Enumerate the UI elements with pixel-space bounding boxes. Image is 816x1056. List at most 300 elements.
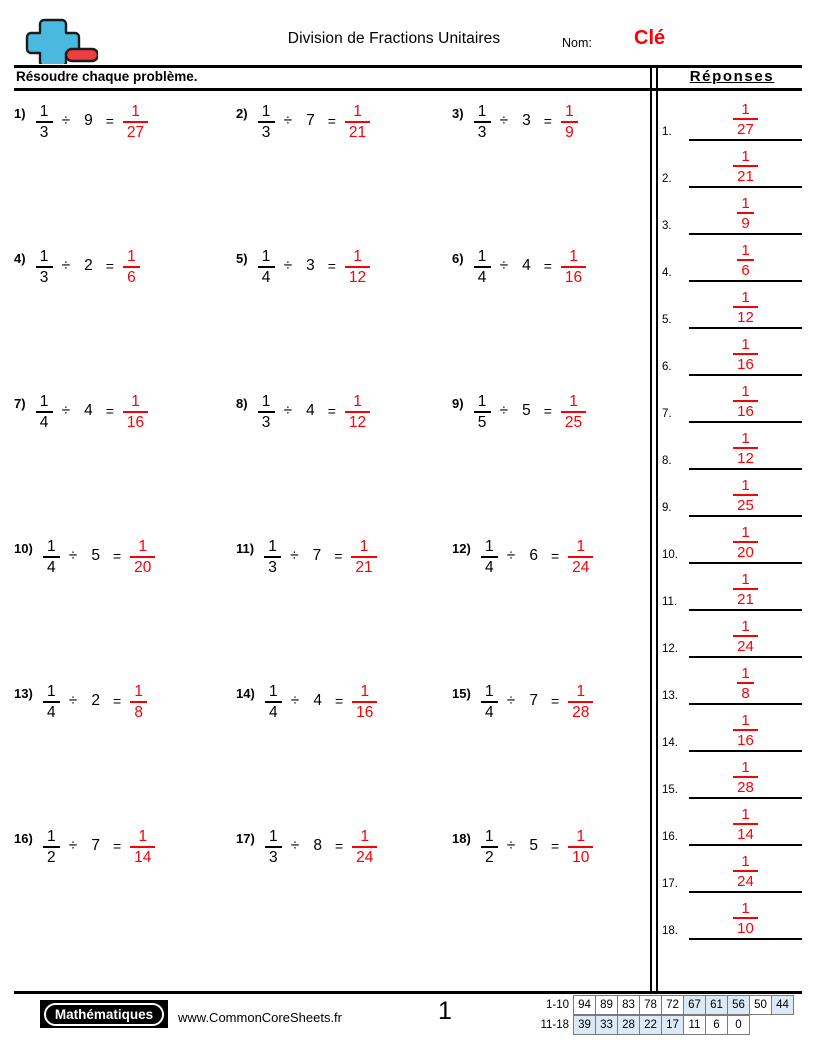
divisor-value: 3 bbox=[522, 112, 531, 129]
answer-fraction bbox=[345, 104, 370, 140]
name-value: Clé bbox=[634, 27, 666, 49]
fraction-numerator: 1 bbox=[576, 828, 586, 845]
fraction-numerator: 1 bbox=[565, 103, 574, 120]
fraction-numerator: 1 bbox=[741, 477, 750, 494]
answer-fraction bbox=[733, 149, 758, 184]
site-url: www.CommonCoreSheets.fr bbox=[178, 1010, 342, 1025]
fraction-numerator: 1 bbox=[138, 828, 148, 845]
fraction-numerator: 1 bbox=[741, 242, 750, 259]
fraction-denominator: 4 bbox=[39, 413, 49, 431]
footer-divider bbox=[14, 991, 802, 994]
answer-value bbox=[689, 384, 802, 419]
answer-value bbox=[689, 431, 802, 466]
fraction-numerator: 1 bbox=[477, 393, 487, 410]
fraction-numerator: 1 bbox=[360, 828, 370, 845]
worksheet-footer bbox=[14, 995, 802, 1045]
answer-number: 6. bbox=[662, 360, 672, 373]
fraction-numerator: 1 bbox=[741, 383, 750, 400]
fraction bbox=[258, 394, 275, 430]
fraction-denominator: 12 bbox=[737, 309, 754, 326]
answer-row-17 bbox=[662, 846, 802, 893]
fraction-denominator: 24 bbox=[737, 638, 754, 655]
division-operator: ÷ bbox=[283, 257, 293, 274]
answer-number: 16. bbox=[662, 830, 678, 843]
fraction bbox=[474, 249, 491, 285]
answer-value bbox=[689, 243, 802, 278]
fraction bbox=[258, 249, 275, 285]
answer-value bbox=[689, 854, 802, 889]
score-cell: 56 bbox=[727, 995, 750, 1015]
fraction-numerator: 1 bbox=[741, 289, 750, 306]
fraction bbox=[265, 829, 282, 865]
fraction bbox=[481, 539, 498, 575]
division-operator: ÷ bbox=[290, 692, 300, 709]
answer-value bbox=[689, 478, 802, 513]
divisor-value: 2 bbox=[91, 692, 100, 709]
fraction-denominator: 21 bbox=[348, 123, 367, 141]
answer-number: 3. bbox=[662, 219, 672, 232]
problem-number: 3) bbox=[452, 105, 464, 121]
problem-2 bbox=[236, 96, 372, 148]
score-cell: 61 bbox=[705, 995, 728, 1015]
answer-row-8 bbox=[662, 423, 802, 470]
score-cell: 44 bbox=[771, 995, 794, 1015]
fraction-numerator: 1 bbox=[127, 248, 136, 265]
problem-number: 2) bbox=[236, 105, 248, 121]
fraction-numerator: 1 bbox=[39, 248, 49, 265]
answer-number: 9. bbox=[662, 501, 672, 514]
answer-value bbox=[689, 619, 802, 654]
divisor-value: 4 bbox=[306, 402, 315, 419]
fraction-denominator: 4 bbox=[261, 268, 271, 286]
score-cell: 0 bbox=[727, 1015, 750, 1035]
fraction-denominator: 20 bbox=[737, 544, 754, 561]
problem-15 bbox=[452, 676, 595, 728]
fraction bbox=[258, 104, 275, 140]
problem-grid bbox=[14, 96, 644, 976]
answer-value bbox=[689, 807, 802, 842]
equals-sign: = bbox=[334, 838, 344, 854]
division-operator: ÷ bbox=[68, 837, 78, 854]
problem-13 bbox=[14, 676, 149, 728]
fraction bbox=[36, 249, 53, 285]
answer-number: 12. bbox=[662, 642, 678, 655]
answer-row-5 bbox=[662, 282, 802, 329]
score-range-label: 11-18 bbox=[540, 1019, 569, 1031]
answer-number: 11. bbox=[662, 595, 678, 608]
fraction-denominator: 4 bbox=[477, 268, 487, 286]
answer-fraction bbox=[123, 249, 140, 285]
answer-number: 10. bbox=[662, 548, 678, 561]
problem-12 bbox=[452, 531, 595, 583]
fraction-denominator: 3 bbox=[261, 413, 271, 431]
answer-number: 18. bbox=[662, 924, 678, 937]
fraction-denominator: 28 bbox=[737, 779, 754, 796]
fraction-denominator: 4 bbox=[484, 558, 494, 576]
answer-row-4 bbox=[662, 235, 802, 282]
answer-fraction bbox=[561, 394, 586, 430]
division-operator: ÷ bbox=[506, 837, 516, 854]
answer-row-9 bbox=[662, 470, 802, 517]
problem-number: 9) bbox=[452, 395, 464, 411]
divisor-value: 6 bbox=[529, 547, 538, 564]
fraction-numerator: 1 bbox=[741, 900, 750, 917]
equals-sign: = bbox=[543, 258, 552, 274]
answer-value bbox=[689, 713, 802, 748]
answer-number: 8. bbox=[662, 454, 672, 467]
problem-row bbox=[14, 386, 644, 531]
fraction-numerator: 1 bbox=[131, 393, 140, 410]
fraction-numerator: 1 bbox=[46, 538, 56, 555]
fraction bbox=[474, 394, 491, 430]
fraction bbox=[36, 104, 53, 140]
problem-10 bbox=[14, 531, 157, 583]
equals-sign: = bbox=[334, 548, 343, 564]
division-operator: ÷ bbox=[283, 402, 293, 419]
fraction-numerator: 1 bbox=[268, 683, 278, 700]
fraction-denominator: 8 bbox=[741, 685, 750, 702]
fraction bbox=[43, 829, 60, 865]
answer-value bbox=[689, 196, 802, 231]
division-operator: ÷ bbox=[506, 692, 516, 709]
score-range-label: 1-10 bbox=[545, 999, 569, 1011]
problem-number: 10) bbox=[14, 540, 33, 556]
fraction-numerator: 1 bbox=[268, 538, 277, 555]
answer-row-15 bbox=[662, 752, 802, 799]
fraction bbox=[43, 539, 60, 575]
plus-minus-logo-icon bbox=[18, 18, 98, 64]
answer-fraction bbox=[561, 249, 586, 285]
problem-5 bbox=[236, 241, 372, 293]
score-cell: 94 bbox=[573, 995, 596, 1015]
fraction-denominator: 27 bbox=[737, 121, 754, 138]
fraction-denominator: 10 bbox=[737, 920, 754, 937]
problem-3 bbox=[452, 96, 580, 148]
divisor-value: 7 bbox=[91, 837, 100, 854]
answer-row-14 bbox=[662, 705, 802, 752]
fraction-numerator: 1 bbox=[359, 538, 369, 555]
answer-fraction bbox=[733, 525, 758, 560]
fraction-denominator: 16 bbox=[126, 413, 145, 431]
fraction-denominator: 6 bbox=[127, 268, 136, 286]
score-cell: 28 bbox=[617, 1015, 640, 1035]
score-cell: 22 bbox=[639, 1015, 662, 1035]
fraction-denominator: 10 bbox=[572, 848, 590, 866]
fraction-numerator: 1 bbox=[477, 248, 487, 265]
fraction-denominator: 2 bbox=[46, 848, 56, 866]
fraction-denominator: 12 bbox=[348, 413, 367, 431]
problem-number: 4) bbox=[14, 250, 26, 266]
answer-row-6 bbox=[662, 329, 802, 376]
fraction-numerator: 1 bbox=[39, 103, 49, 120]
divisor-value: 4 bbox=[313, 692, 322, 709]
divisor-value: 5 bbox=[529, 837, 538, 854]
fraction bbox=[264, 539, 281, 575]
score-row-1 bbox=[530, 995, 794, 1015]
division-operator: ÷ bbox=[499, 402, 509, 419]
problem-number: 15) bbox=[452, 685, 471, 701]
fraction-denominator: 3 bbox=[477, 123, 487, 141]
answer-fraction bbox=[733, 901, 758, 936]
answer-fraction bbox=[733, 337, 758, 372]
answer-row-1 bbox=[662, 94, 802, 141]
fraction-denominator: 5 bbox=[477, 413, 487, 431]
fraction-denominator: 28 bbox=[572, 703, 590, 721]
fraction-denominator: 14 bbox=[134, 848, 152, 866]
answer-row-7 bbox=[662, 376, 802, 423]
answer-value bbox=[689, 666, 802, 701]
problem-number: 17) bbox=[236, 830, 255, 846]
equals-sign: = bbox=[327, 258, 336, 274]
fraction-numerator: 1 bbox=[741, 806, 750, 823]
fraction-denominator: 4 bbox=[484, 703, 494, 721]
fraction-numerator: 1 bbox=[261, 103, 271, 120]
answer-fraction bbox=[733, 431, 758, 466]
score-cell: 83 bbox=[617, 995, 640, 1015]
division-operator: ÷ bbox=[61, 112, 71, 129]
problem-number: 8) bbox=[236, 395, 248, 411]
fraction-denominator: 12 bbox=[737, 450, 754, 467]
answers-heading: Réponses bbox=[689, 68, 775, 85]
score-cell-empty bbox=[749, 1015, 772, 1035]
fraction-denominator: 16 bbox=[737, 732, 754, 749]
fraction-denominator: 9 bbox=[741, 215, 750, 232]
answer-row-10 bbox=[662, 517, 802, 564]
divisor-value: 9 bbox=[84, 112, 93, 129]
answer-value bbox=[689, 102, 802, 137]
equals-sign: = bbox=[105, 113, 114, 129]
fraction-denominator: 21 bbox=[737, 591, 754, 608]
instructions-text: Résoudre chaque problème. bbox=[16, 69, 198, 84]
fraction-numerator: 1 bbox=[484, 828, 494, 845]
problem-number: 16) bbox=[14, 830, 33, 846]
divisor-value: 3 bbox=[306, 257, 315, 274]
brand-label: Mathématiques bbox=[54, 1006, 154, 1022]
fraction-numerator: 1 bbox=[569, 248, 578, 265]
fraction-numerator: 1 bbox=[46, 828, 56, 845]
fraction-numerator: 1 bbox=[741, 571, 750, 588]
fraction-denominator: 4 bbox=[46, 558, 56, 576]
answer-number: 13. bbox=[662, 689, 678, 702]
fraction-denominator: 21 bbox=[737, 168, 754, 185]
divisor-value: 7 bbox=[306, 112, 315, 129]
fraction-denominator: 24 bbox=[737, 873, 754, 890]
answer-fraction bbox=[568, 684, 593, 720]
fraction-numerator: 1 bbox=[261, 393, 271, 410]
problem-row bbox=[14, 96, 644, 241]
answer-fraction bbox=[345, 394, 370, 430]
fraction-numerator: 1 bbox=[576, 683, 586, 700]
problem-9 bbox=[452, 386, 588, 438]
fraction-denominator: 16 bbox=[564, 268, 583, 286]
fraction-numerator: 1 bbox=[138, 538, 148, 555]
problem-number: 14) bbox=[236, 685, 255, 701]
score-cell: 39 bbox=[573, 1015, 596, 1035]
answer-value bbox=[689, 572, 802, 607]
fraction-numerator: 1 bbox=[576, 538, 586, 555]
equals-sign: = bbox=[334, 693, 344, 709]
score-cell: 33 bbox=[595, 1015, 618, 1035]
fraction-numerator: 1 bbox=[741, 759, 750, 776]
equals-sign: = bbox=[327, 113, 336, 129]
answer-fraction bbox=[351, 539, 376, 575]
answer-row-11 bbox=[662, 564, 802, 611]
fraction-denominator: 24 bbox=[356, 848, 374, 866]
fraction-denominator: 16 bbox=[737, 356, 754, 373]
problem-number: 18) bbox=[452, 830, 471, 846]
division-operator: ÷ bbox=[283, 112, 293, 129]
answer-fraction bbox=[733, 807, 758, 842]
equals-sign: = bbox=[550, 838, 560, 854]
fraction-denominator: 4 bbox=[46, 703, 56, 721]
score-cell: 78 bbox=[639, 995, 662, 1015]
answer-fraction bbox=[733, 713, 758, 748]
name-label: Nom: bbox=[562, 36, 592, 50]
problem-6 bbox=[452, 241, 588, 293]
answer-row-12 bbox=[662, 611, 802, 658]
worksheet-header bbox=[14, 14, 802, 66]
fraction-denominator: 3 bbox=[39, 123, 49, 141]
answer-fraction bbox=[123, 104, 148, 140]
fraction-denominator: 2 bbox=[484, 848, 494, 866]
answer-fraction bbox=[733, 619, 758, 654]
equals-sign: = bbox=[105, 403, 114, 419]
fraction bbox=[265, 684, 282, 720]
fraction-denominator: 24 bbox=[572, 558, 590, 576]
fraction-numerator: 1 bbox=[741, 195, 750, 212]
answer-row-2 bbox=[662, 141, 802, 188]
fraction-numerator: 1 bbox=[741, 618, 750, 635]
fraction-numerator: 1 bbox=[46, 683, 56, 700]
answer-blank-line[interactable] bbox=[689, 938, 802, 940]
answer-fraction bbox=[733, 384, 758, 419]
divisor-value: 5 bbox=[522, 402, 531, 419]
answer-fraction bbox=[352, 829, 377, 865]
fraction-numerator: 1 bbox=[741, 430, 750, 447]
answer-fraction bbox=[130, 539, 155, 575]
fraction-numerator: 1 bbox=[353, 103, 362, 120]
score-cell: 17 bbox=[661, 1015, 684, 1035]
answer-number: 15. bbox=[662, 783, 678, 796]
division-operator: ÷ bbox=[68, 547, 78, 564]
answer-number: 14. bbox=[662, 736, 678, 749]
fraction-numerator: 1 bbox=[484, 683, 494, 700]
problem-number: 5) bbox=[236, 250, 248, 266]
answer-fraction bbox=[123, 394, 148, 430]
division-operator: ÷ bbox=[290, 547, 299, 564]
fraction bbox=[474, 104, 491, 140]
divisor-value: 4 bbox=[84, 402, 93, 419]
fraction-numerator: 1 bbox=[741, 524, 750, 541]
problem-row bbox=[14, 531, 644, 676]
divisor-value: 2 bbox=[84, 257, 93, 274]
equals-sign: = bbox=[112, 693, 122, 709]
answer-row-18 bbox=[662, 893, 802, 940]
score-table bbox=[530, 995, 794, 1035]
brand-badge bbox=[40, 1000, 168, 1028]
fraction-denominator: 20 bbox=[134, 558, 152, 576]
equals-sign: = bbox=[550, 548, 560, 564]
fraction-numerator: 1 bbox=[261, 248, 271, 265]
equals-sign: = bbox=[327, 403, 336, 419]
fraction-numerator: 1 bbox=[741, 148, 750, 165]
fraction-denominator: 3 bbox=[261, 123, 271, 141]
answer-row-3 bbox=[662, 188, 802, 235]
fraction-denominator: 9 bbox=[565, 123, 574, 141]
problem-row bbox=[14, 241, 644, 386]
problem-18 bbox=[452, 821, 595, 873]
fraction-numerator: 1 bbox=[569, 393, 578, 410]
answer-value bbox=[689, 525, 802, 560]
answer-number: 5. bbox=[662, 313, 672, 326]
divisor-value: 8 bbox=[313, 837, 322, 854]
fraction-denominator: 4 bbox=[268, 703, 278, 721]
equals-sign: = bbox=[543, 403, 552, 419]
division-operator: ÷ bbox=[61, 402, 71, 419]
answer-fraction bbox=[568, 539, 593, 575]
fraction-denominator: 12 bbox=[348, 268, 367, 286]
fraction-denominator: 16 bbox=[737, 403, 754, 420]
page-number: 1 bbox=[438, 997, 452, 1025]
answer-fraction bbox=[561, 104, 578, 140]
score-cell: 11 bbox=[683, 1015, 706, 1035]
division-operator: ÷ bbox=[499, 112, 509, 129]
score-cell: 6 bbox=[705, 1015, 728, 1035]
answer-fraction bbox=[733, 290, 758, 325]
answer-fraction bbox=[568, 829, 593, 865]
equals-sign: = bbox=[105, 258, 114, 274]
fraction bbox=[36, 394, 53, 430]
answer-column-divider-inner bbox=[656, 65, 658, 993]
answer-row-16 bbox=[662, 799, 802, 846]
answer-value bbox=[689, 760, 802, 795]
fraction-denominator: 3 bbox=[268, 848, 278, 866]
score-cell: 50 bbox=[749, 995, 772, 1015]
problem-row bbox=[14, 676, 644, 821]
answer-number: 1. bbox=[662, 125, 672, 138]
equals-sign: = bbox=[112, 548, 122, 564]
score-row-2 bbox=[530, 1015, 794, 1035]
problem-number: 1) bbox=[14, 105, 26, 121]
answer-key-list bbox=[662, 94, 802, 940]
fraction-numerator: 1 bbox=[131, 103, 140, 120]
problem-row bbox=[14, 821, 644, 966]
answer-fraction bbox=[130, 684, 147, 720]
equals-sign: = bbox=[112, 838, 122, 854]
answer-value bbox=[689, 149, 802, 184]
problem-number: 12) bbox=[452, 540, 471, 556]
fraction-denominator: 14 bbox=[737, 826, 754, 843]
score-cell-empty bbox=[771, 1015, 794, 1035]
answer-number: 4. bbox=[662, 266, 672, 279]
answer-value bbox=[689, 901, 802, 936]
answer-fraction bbox=[352, 684, 377, 720]
division-operator: ÷ bbox=[506, 547, 516, 564]
answer-fraction bbox=[733, 102, 758, 137]
brand-pill bbox=[44, 1003, 164, 1026]
answer-fraction bbox=[737, 196, 754, 231]
fraction-denominator: 8 bbox=[134, 703, 143, 721]
equals-sign: = bbox=[550, 693, 560, 709]
fraction-numerator: 1 bbox=[741, 712, 750, 729]
division-operator: ÷ bbox=[290, 837, 300, 854]
answer-fraction bbox=[733, 572, 758, 607]
fraction-denominator: 21 bbox=[355, 558, 373, 576]
answer-fraction bbox=[737, 243, 754, 278]
answer-fraction bbox=[733, 478, 758, 513]
fraction-denominator: 3 bbox=[268, 558, 277, 576]
answer-key-panel bbox=[662, 68, 802, 940]
